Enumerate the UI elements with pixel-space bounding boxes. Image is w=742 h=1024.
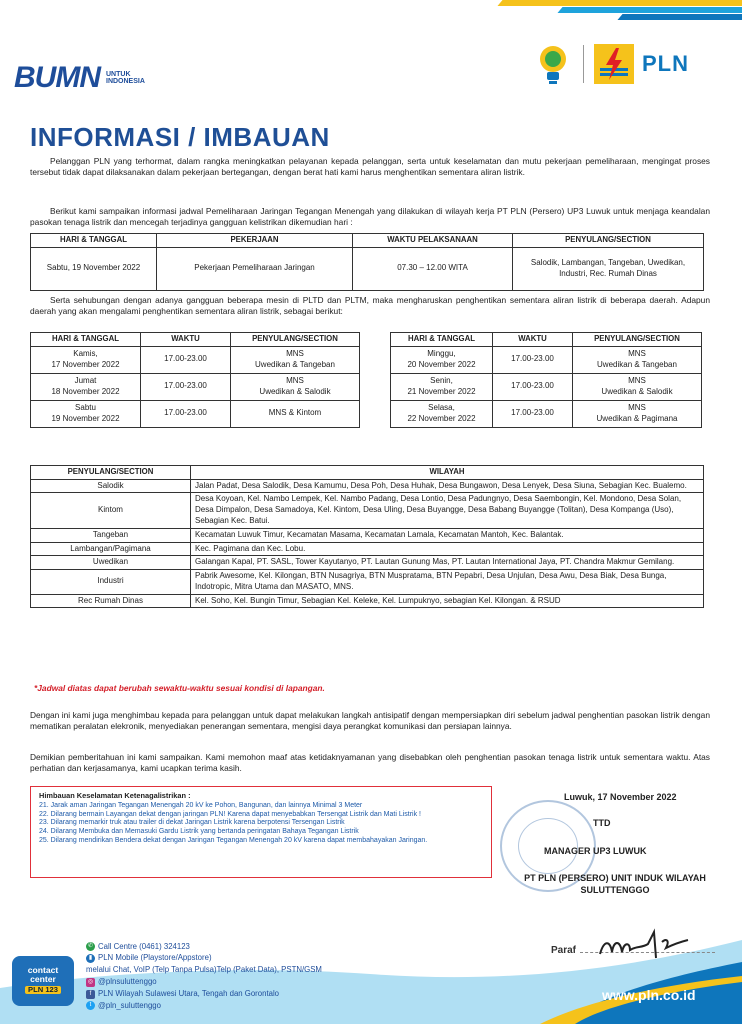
table-cell: Industri (31, 570, 191, 595)
column-header: WAKTU (493, 333, 573, 347)
table-cell: Kel. Soho, Kel. Bungin Timur, Sebagian Kel. Keleke, Kel. Lumpuknyo, sebagian Kel. Kilongan. & RSUD (191, 594, 704, 608)
table-cell: Selasa, 22 November 2022 (391, 400, 493, 427)
list-item: f PLN Wilayah Sulawesi Utara, Tengah dan Gorontalo (86, 988, 322, 1000)
bumn-wordmark: BUMN (14, 61, 100, 94)
table-row (31, 528, 704, 542)
table-cell: 17.00-23.00 (493, 373, 573, 400)
table-cell: 17.00-23.00 (493, 400, 573, 427)
table-row (391, 346, 702, 373)
table-cell: Sabtu 19 November 2022 (31, 400, 141, 427)
table-cell: Rec Rumah Dinas (31, 594, 191, 608)
table-row (31, 373, 360, 400)
column-header: PEKERJAAN (157, 234, 353, 248)
signature-organization: PT PLN (PERSERO) UNIT INDUK WILAYAH SULUTTENGGO (524, 873, 706, 896)
pln-emblem-icon (594, 44, 634, 84)
table-header-row (31, 466, 704, 480)
table-header-row (391, 333, 702, 347)
list-item: t @pln_suluttenggo (86, 1000, 322, 1012)
outage-intro-paragraph: Serta sehubungan dengan adanya gangguan beberapa mesin di PLTD dan PLTM, maka mengharuskan penghentikan sementara aliran listrik di beberapa daerah. Adapun daerah yang akan mengalami penghentikan sementara aliran listrik, sebagai berikut: (30, 295, 710, 317)
pln-wordmark: PLN (642, 51, 689, 77)
outage-schedule-table-right (390, 332, 702, 428)
list-item: ✆ Call Centre (0461) 324123 (87, 941, 190, 951)
list-item: 22. Dilarang bermain Layangan dekat dengan jaringan PLN! Karena dapat menyebabkan Tersengat Listrik dan Mati Listrik ! (39, 810, 421, 818)
table-row (391, 373, 702, 400)
mobile-app-icon: ▮ (86, 954, 95, 963)
maintenance-schedule-table (30, 233, 704, 291)
table-row (31, 542, 704, 556)
table-cell: MNS Uwedikan & Pagimana (573, 400, 702, 427)
table-cell: Tangeban (31, 528, 191, 542)
table-cell: 17.00-23.00 (141, 400, 231, 427)
table-cell: Kamis, 17 November 2022 (31, 346, 141, 373)
header-stripes (0, 0, 742, 22)
list-item: 25. Dilarang mendirikan Bendera dekat dengan Jaringan Tegangan Menengah 20 kV karena dapat membahayakan Jaringan. (39, 836, 428, 844)
table-cell: 17.00-23.00 (141, 346, 231, 373)
table-cell: Lambangan/Pagimana (31, 542, 191, 556)
table-cell: 17.00-23.00 (493, 346, 573, 373)
table-cell: Jalan Padat, Desa Salodik, Desa Kamumu, Desa Poh, Desa Huhak, Desa Bungawon, Desa Lenyek, Desa Siuna, Sebagian Kec. Bualemo. (191, 479, 704, 493)
facebook-icon: f (86, 990, 95, 999)
table-cell: Galangan Kapal, PT. SASL, Tower Kayutanyo, PT. Lautan Gunung Mas, PT. Lautan International Jaya, PT. Chandra Makmur Gemilang. (191, 556, 704, 570)
list-item: ◎ @plnsuluttenggo (87, 977, 157, 987)
table-cell: Pabrik Awesome, Kel. Kilongan, BTN Nusagriya, BTN Muspratama, BTN Pepabri, Desa Unjulan, Desa Awu, Desa Biak, Desa Bunga, Indotropic, Mitra Utama dan MASATO, MNS. (191, 570, 704, 595)
page-title: INFORMASI / IMBAUAN (30, 122, 330, 152)
column-header: WILAYAH (191, 466, 704, 480)
column-header: PENYULANG/SECTION (231, 333, 360, 347)
table-row (31, 346, 360, 373)
column-header: PENYULANG/SECTION (513, 234, 704, 248)
website-link[interactable]: www.pln.co.id (602, 987, 696, 1003)
column-header: PENYULANG/SECTION (31, 466, 191, 480)
table-cell: Uwedikan (31, 556, 191, 570)
safety-warning-title: Himbauan Keselamatan Ketenagalistrikan : (39, 791, 191, 800)
paraf-label: Paraf (551, 945, 577, 956)
table-cell: Kecamatan Luwuk Timur, Kecamatan Masama, Kecamatan Lamala, Kecamatan Mantoh, Kec. Balantak. (191, 528, 704, 542)
table-cell: Senin, 21 November 2022 (391, 373, 493, 400)
list-item: ▮ PLN Mobile (Playstore/Appstore) (86, 953, 322, 965)
bumn-tagline: UNTUK INDONESIA (106, 70, 145, 86)
table-header-row (31, 333, 360, 347)
schedule-intro-paragraph: Berikut kami sampaikan informasi jadwal Pemeliharaan Jaringan Tegangan Menengah yang dilakukan di wilayah kerja PT PLN (Persero) UP3 Luwuk untuk menjaga keandalan pasokan tenaga listrik dan mencegah terjadinya gangguan kelistrikan dikemudian hari : (30, 206, 710, 228)
table-row (31, 479, 704, 493)
table-row (31, 556, 704, 570)
table-cell: Sabtu, 19 November 2022 (31, 247, 157, 290)
phone-icon: ✆ (87, 943, 94, 950)
column-header: PENYULANG/SECTION (573, 333, 702, 347)
table-cell: Kintom (31, 493, 191, 528)
table-cell: Salodik, Lambangan, Tangeban, Uwedikan, Industri, Rec. Rumah Dinas (513, 247, 704, 290)
table-cell: Salodik (31, 479, 191, 493)
table-cell: Minggu, 20 November 2022 (391, 346, 493, 373)
table-cell: MNS Uwedikan & Tangeban (231, 346, 360, 373)
contact-center-badge: contact center PLN 123 (12, 956, 74, 1006)
table-cell: Desa Koyoan, Kel. Nambo Lempek, Kel. Nambo Padang, Desa Lontio, Desa Padungnyo, Desa Saembongin, Kel. Mondono, Desa Solan, Desa Dimpalon, Desa Samadoya, Kel. Kintom, Desa Uling, Desa Buyangge, Desa Babang Buyangge (Tolitan), Desa Kompanga (Uso), Sebagian Kec. Batui. (191, 493, 704, 528)
bumn-logo (14, 58, 145, 99)
pln-logo-group (533, 42, 689, 86)
table-cell: Kec. Pagimana dan Kec. Lobu. (191, 542, 704, 556)
list-item: 24. Dilarang Membuka dan Memasuki Gardu Listrik yang bertanda peringatan Bahaya Tegangan Listrik (39, 828, 359, 836)
table-cell: 17.00-23.00 (141, 373, 231, 400)
instagram-icon: ◎ (87, 978, 94, 985)
column-header: HARI & TANGGAL (31, 234, 157, 248)
intro-paragraph: Pelanggan PLN yang terhormat, dalam rangka meningkatkan pelayanan kepada pelanggan, serta untuk keselamatan dan mutu pekerjaan pemeliharaan, mengingat proses tersebut tidak dapat dilaksanakan dalam pekerjaan bertegangan, dengan berat hati kami harus menghentikan sementara aliran listrik. (30, 156, 710, 178)
closing-paragraph: Demikian pemberitahuan ini kami sampaikan. Kami memohon maaf atas ketidaknyamanan yang disebabkan oleh penghentian pasokan tenaga listrik untuk sementara waktu. Atas perhatian dan kerjasamanya, kami ucapkan terima kasih. (30, 752, 710, 774)
signature-position: MANAGER UP3 LUWUK (544, 846, 647, 856)
column-header: HARI & TANGGAL (31, 333, 141, 347)
twitter-icon: t (86, 1001, 95, 1010)
table-cell: MNS Uwedikan & Salodik (573, 373, 702, 400)
table-cell: Pekerjaan Pemeliharaan Jaringan (157, 247, 353, 290)
table-row (31, 594, 704, 608)
outage-schedule-table-left (30, 332, 360, 428)
column-header: HARI & TANGGAL (391, 333, 493, 347)
list-item: 21. Jarak aman Jaringan Tegangan Menengah 20 kV ke Pohon, Bangunan, dan lainnya Minimal 3 Meter (39, 801, 363, 809)
table-cell: Jumat 18 November 2022 (31, 373, 141, 400)
logo-divider (583, 45, 584, 83)
table-row (31, 493, 704, 528)
handwritten-signature (596, 928, 706, 962)
table-row (31, 247, 704, 290)
area-table (30, 465, 704, 608)
signature-ttd: TTD (593, 818, 611, 828)
schedule-change-note: *Jadwal diatas dapat berubah sewaktu-waktu sesuai kondisi di lapangan. (34, 683, 325, 693)
table-cell: MNS & Kintom (231, 400, 360, 427)
table-header-row (31, 234, 704, 248)
safety-warning-list (39, 802, 483, 846)
signature-place-date: Luwuk, 17 November 2022 (564, 792, 677, 802)
table-row (31, 570, 704, 595)
table-row (31, 400, 360, 427)
lightbulb-icon (533, 42, 573, 86)
list-item: melalui Chat, VoIP (Telp Tanpa Pulsa)Telp (Paket Data), PSTN/GSM (86, 965, 322, 975)
table-cell: MNS Uwedikan & Tangeban (573, 346, 702, 373)
column-header: WAKTU PELAKSANAAN (353, 234, 513, 248)
column-header: WAKTU (141, 333, 231, 347)
list-item: 23. Dilarang memarkir truk atau trailer di dekat Jaringan Listrik karena berpotensi Tersengan Listrik (39, 819, 345, 827)
safety-warning-box (30, 786, 492, 878)
table-row (391, 400, 702, 427)
table-cell: MNS Uwedikan & Salodik (231, 373, 360, 400)
advisory-paragraph: Dengan ini kami juga menghimbau kepada para pelanggan untuk dapat melakukan langkah antisipatif dengan mempersiapkan diri sebelum jadwal penghentian pasokan listrik dengan mematikan peralatan elekronik, menyediakan penerangan sementara, mengisi daya perangkat komunikasi dan persiapan lainnya. (30, 710, 710, 732)
contact-list (86, 941, 322, 1012)
table-cell: 07.30 – 12.00 WITA (353, 247, 513, 290)
